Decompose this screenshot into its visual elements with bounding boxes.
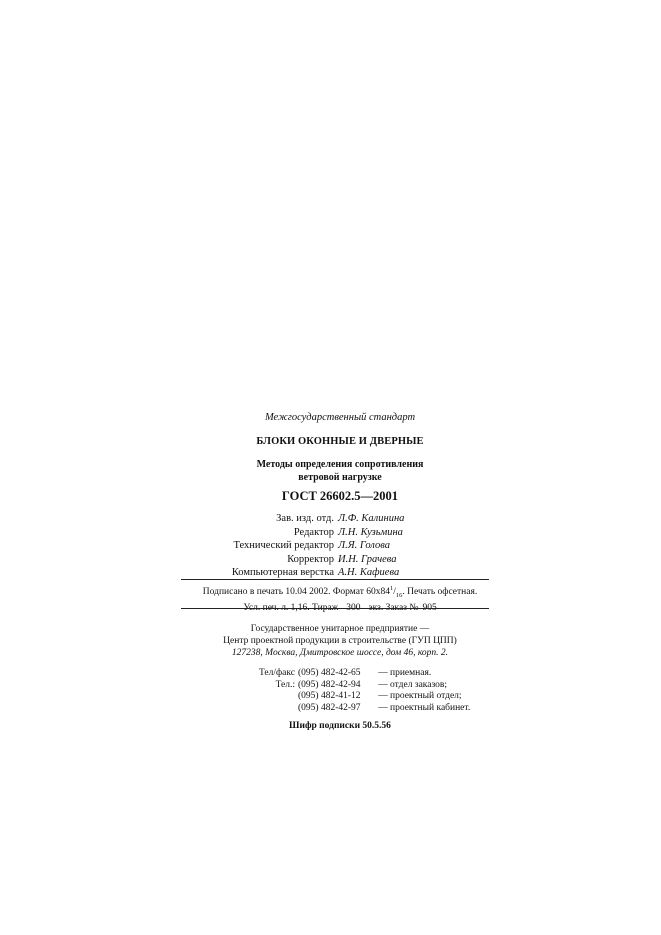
order-number: 905 xyxy=(422,603,437,613)
gost-number: ГОСТ 26602.5—2001 xyxy=(281,489,399,503)
phone-label xyxy=(200,691,298,703)
staff-name: Л.Ф. Калинина xyxy=(338,513,405,524)
staff-row xyxy=(150,539,530,553)
publisher-line-2: Центр проектной продукции в строительстве (ГУП ЦПП) xyxy=(223,636,457,646)
phone-list xyxy=(200,668,500,714)
format-subscript: 16 xyxy=(395,592,403,599)
phone-number: (095) 482-42-97 xyxy=(298,702,361,713)
staff-row xyxy=(150,553,530,567)
staff-role: Редактор xyxy=(293,526,334,538)
staff-name: А.Н. Кафиева xyxy=(338,567,400,578)
phone-description: проектный кабинет. xyxy=(390,702,471,713)
staff-row xyxy=(150,526,530,540)
staff-role: Технический редактор xyxy=(233,540,334,551)
phone-dash: — xyxy=(378,679,388,690)
document-title: БЛОКИ ОКОННЫЕ И ДВЕРНЫЕ xyxy=(256,436,424,447)
phone-row xyxy=(200,691,500,703)
phone-dash: — xyxy=(378,702,388,713)
phone-row xyxy=(200,680,500,692)
phone-row xyxy=(200,668,500,680)
phone-label: Тел/факс xyxy=(258,668,295,678)
order-label: экз. Заказ № xyxy=(368,603,419,613)
document-subtitle xyxy=(150,458,530,484)
phone-number: (095) 482-42-65 xyxy=(298,668,361,678)
phone-number: (095) 482-42-94 xyxy=(298,679,361,690)
staff-role: Компьютерная верстка xyxy=(231,567,334,578)
subtitle-line-2: ветровой нагрузке xyxy=(298,472,382,483)
staff-row xyxy=(150,512,530,526)
staff-name: И.Н. Грачева xyxy=(338,553,397,565)
print-info xyxy=(150,583,530,614)
phone-description: проектный отдел; xyxy=(390,691,462,701)
print-signed-prefix: Подписано в печать 10.04 2002. Формат 60х84 xyxy=(202,587,390,597)
phone-label xyxy=(200,703,298,715)
phone-number: (095) 482-41-12 xyxy=(298,691,361,701)
series-label: Межгосударственный стандарт xyxy=(264,412,416,423)
staff-name: Л.Н. Кузьмина xyxy=(338,526,403,538)
staff-role: Зав. изд. отд. xyxy=(276,513,334,524)
phone-dash: — xyxy=(378,668,388,678)
publisher xyxy=(150,623,530,647)
publisher-address: 127238, Москва, Дмитровское шоссе, дом 46, корп. 2. xyxy=(231,648,449,658)
subtitle-line-1: Методы определения сопротивления xyxy=(256,459,424,470)
phone-description: отдел заказов; xyxy=(390,679,448,690)
publisher-line-1: Государственное унитарное предприятие — xyxy=(250,624,430,634)
divider-bottom xyxy=(181,608,489,609)
print-sheets: Усл. печ. л. 1,16. Тираж xyxy=(243,603,339,613)
staff-row xyxy=(150,566,530,580)
print-signed-suffix: . Печать офсетная. xyxy=(402,587,478,597)
divider-top xyxy=(181,579,489,580)
format-slash: / xyxy=(393,587,396,597)
staff-list xyxy=(150,512,530,580)
print-signed-line xyxy=(150,583,530,602)
phone-description: приемная. xyxy=(390,668,432,678)
print-run: 300 xyxy=(346,603,361,613)
subscription-cipher: Шифр подписки 50.5.56 xyxy=(289,721,391,731)
phone-dash: — xyxy=(378,691,388,701)
format-superscript: 1 xyxy=(389,585,394,592)
phone-label: Тел.: xyxy=(275,679,295,690)
phone-row xyxy=(200,703,500,715)
staff-role: Корректор xyxy=(287,553,334,565)
staff-name: Л.Я. Голова xyxy=(338,540,390,551)
